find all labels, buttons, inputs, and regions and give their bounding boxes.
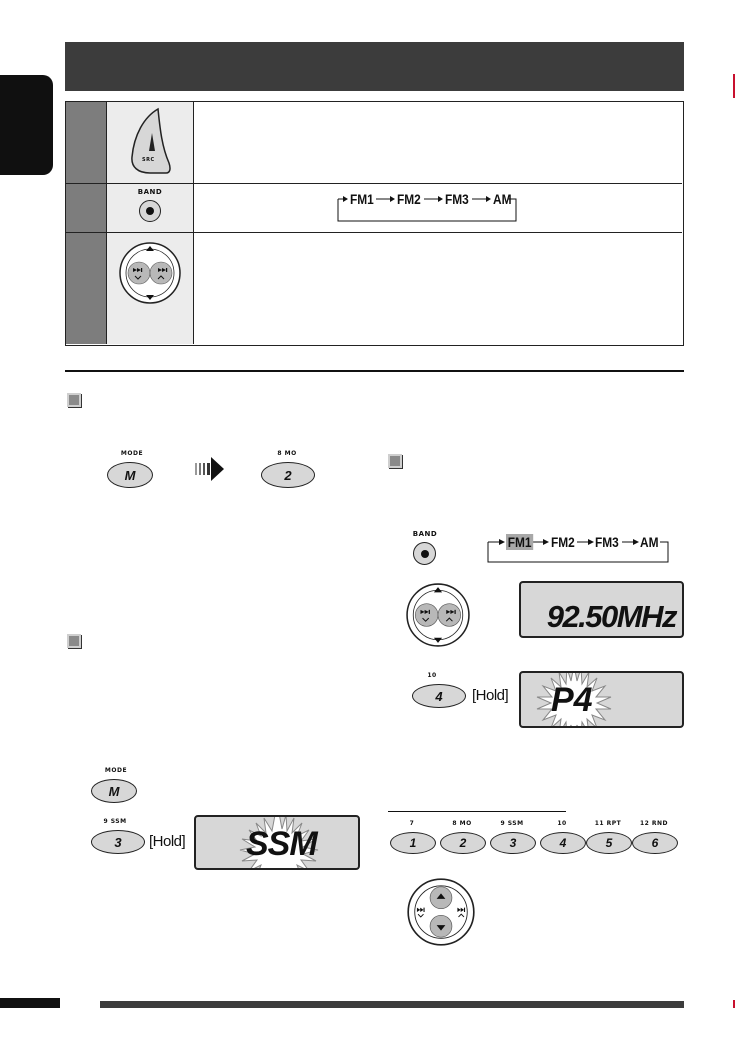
preset-num: 5 <box>605 836 613 850</box>
section-marker-icon <box>67 393 81 407</box>
preset-text: P4 <box>551 681 593 719</box>
preset-button <box>438 820 486 856</box>
frequency-text: 92.50MHz <box>546 599 676 634</box>
next-arrow-icon <box>195 454 225 484</box>
preset-key <box>540 832 586 854</box>
preset-display <box>519 671 684 728</box>
preset-num: 1 <box>409 836 417 850</box>
ssm-text: SSM <box>246 825 317 863</box>
key2: 2 <box>284 467 292 483</box>
mode-button-2 <box>91 779 137 803</box>
preset-button <box>538 820 586 856</box>
key3: 3 <box>114 834 122 850</box>
band-fm2: FM2 <box>397 191 421 207</box>
preset-key <box>490 832 536 854</box>
underline <box>388 811 566 812</box>
band-button-icon <box>413 542 436 565</box>
edge-mark <box>733 74 735 98</box>
control-dial-updown-icon <box>406 877 476 947</box>
band-sequence-right <box>484 533 674 567</box>
preset-key <box>632 832 678 854</box>
preset-num: 2 <box>459 836 467 850</box>
preset-key <box>390 832 436 854</box>
preset-key <box>586 832 632 854</box>
step-column <box>66 102 106 344</box>
footer-bar-left <box>0 998 60 1008</box>
frequency-display <box>519 581 684 638</box>
mode-key-2: M <box>108 783 120 799</box>
preset-key <box>440 832 486 854</box>
preset-2-button <box>261 462 315 488</box>
preset-3-button <box>91 830 145 854</box>
key3-label: 9 SSM <box>103 818 127 825</box>
hold-label: [Hold] <box>149 833 186 850</box>
preset-buttons-row <box>388 820 688 860</box>
preset-top-label: 8 MO <box>452 820 472 827</box>
mode-label: MODE <box>120 450 144 457</box>
preset-num: 4 <box>559 836 567 850</box>
band-sequence <box>334 191 524 225</box>
key4: 4 <box>435 688 443 704</box>
preset-button <box>584 820 632 856</box>
band-fm1: FM1 <box>350 191 374 207</box>
preset-top-label: 12 RND <box>639 820 669 827</box>
band-am: AM <box>493 191 512 207</box>
preset-4-button <box>412 684 466 708</box>
hold-label-right: [Hold] <box>472 687 509 704</box>
key2-label: 8 MO <box>277 450 297 457</box>
preset-top-label: 11 RPT <box>594 820 622 827</box>
instruction-table <box>65 101 684 346</box>
mode-key: M <box>124 467 136 483</box>
src-button-icon <box>128 107 172 177</box>
edge-mark-bottom <box>733 1000 735 1008</box>
section-divider <box>65 370 684 372</box>
mode-label-2: MODE <box>104 767 128 774</box>
band-label-right: BAND <box>412 530 438 538</box>
control-dial-icon <box>405 582 471 648</box>
preset-top-label: 10 <box>557 820 567 827</box>
section-marker-icon <box>67 634 81 648</box>
src-label: SRC <box>142 157 155 163</box>
footer-bar <box>100 1001 684 1008</box>
control-dial-icon <box>118 241 182 305</box>
preset-top-label: 7 <box>409 820 415 827</box>
header-bar <box>65 42 684 91</box>
row-divider <box>66 183 682 184</box>
preset-num: 3 <box>509 836 517 850</box>
band-button-icon <box>139 200 161 222</box>
section-marker-icon <box>388 454 402 468</box>
preset-num: 6 <box>651 836 659 850</box>
ssm-display <box>194 815 360 870</box>
preset-button <box>388 820 436 856</box>
preset-button <box>488 820 536 856</box>
preset-top-label: 9 SSM <box>500 820 524 827</box>
band-fm1-highlighted: FM1 <box>507 534 532 550</box>
band-fm2: FM2 <box>551 534 575 550</box>
language-tab <box>0 75 53 175</box>
key4-label: 10 <box>427 672 437 679</box>
band-fm3: FM3 <box>595 534 619 550</box>
band-am: AM <box>640 534 659 550</box>
band-fm3: FM3 <box>445 191 469 207</box>
band-label: BAND <box>137 188 163 196</box>
band-button <box>135 188 165 228</box>
row-divider <box>66 232 682 233</box>
preset-button <box>630 820 678 856</box>
mode-button <box>107 462 153 488</box>
